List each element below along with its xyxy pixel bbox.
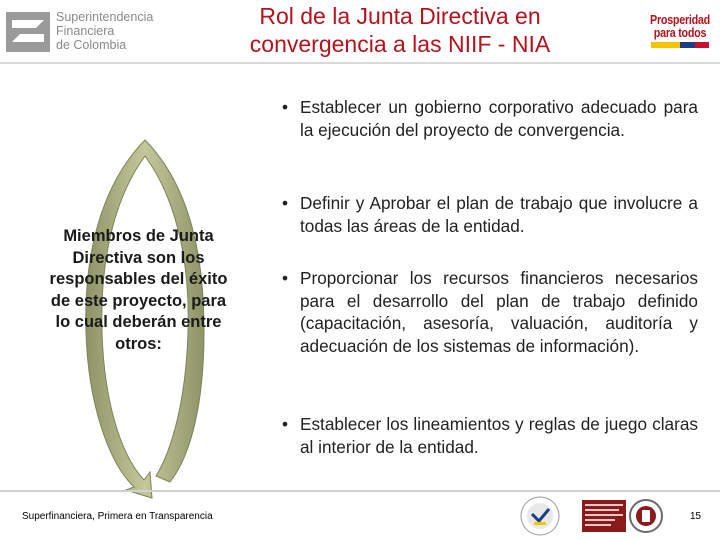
statement-line-6: otros: bbox=[115, 334, 162, 353]
bureau-veritas-seal-icon bbox=[630, 500, 662, 532]
superintendencia-emblem-icon bbox=[6, 12, 50, 52]
statement-line-4: de este proyecto, para bbox=[50, 291, 227, 310]
slide-title-line-1: Rol de la Junta Directiva en bbox=[259, 3, 541, 29]
slide-title bbox=[190, 2, 610, 58]
statement-line-1: Miembros de Junta bbox=[63, 227, 214, 245]
slide-header bbox=[0, 0, 720, 62]
junta-directiva-statement bbox=[26, 226, 251, 356]
header-divider bbox=[0, 62, 720, 64]
list-item: • Establecer un gobierno corporativo adecuado para la ejecución del proyecto de convergencia. bbox=[282, 96, 698, 141]
superintendencia-logo bbox=[6, 10, 176, 54]
prosperidad-logo-line-1: Prosperidad bbox=[650, 13, 710, 27]
statement-line-5: lo cual deberán entre bbox=[55, 313, 222, 332]
colombia-seal-icon bbox=[521, 497, 559, 535]
list-item: • Proporcionar los recursos financieros necesarios para el desarrollo del plan de trabajo definido (capacitación, asesoría, valuación, auditoría y adecuación de los sistemas de información). bbox=[282, 267, 698, 357]
iso-certification-badge-icon bbox=[582, 500, 626, 532]
statement-line-2: Directiva son los bbox=[72, 248, 205, 267]
prosperidad-para-todos-logo bbox=[645, 12, 715, 52]
colombia-flag-stripe-icon bbox=[651, 42, 709, 48]
superintendencia-line-1: Superintendencia bbox=[56, 10, 154, 24]
prosperidad-logo-line-2: para todos bbox=[653, 26, 707, 40]
statement-line-3: responsables del éxito bbox=[49, 270, 228, 289]
slide-title-line-2: convergencia a las NIIF - NIA bbox=[249, 31, 551, 57]
certification-logos bbox=[518, 494, 668, 538]
superintendencia-line-2: Financiera bbox=[56, 24, 115, 38]
prosperidad-logo-text bbox=[650, 14, 710, 40]
superintendencia-line-3: de Colombia bbox=[56, 38, 127, 52]
superintendencia-name bbox=[56, 10, 153, 52]
footer-divider bbox=[0, 490, 720, 492]
page-number: 15 bbox=[690, 511, 702, 522]
list-item: • Establecer los lineamientos y reglas de juego claras al interior de la entidad. bbox=[282, 413, 698, 458]
list-item: • Definir y Aprobar el plan de trabajo que involucre a todas las áreas de la entidad. bbox=[282, 192, 698, 237]
footer-slogan: Superfinanciera, Primera en Transparencia bbox=[22, 511, 213, 522]
